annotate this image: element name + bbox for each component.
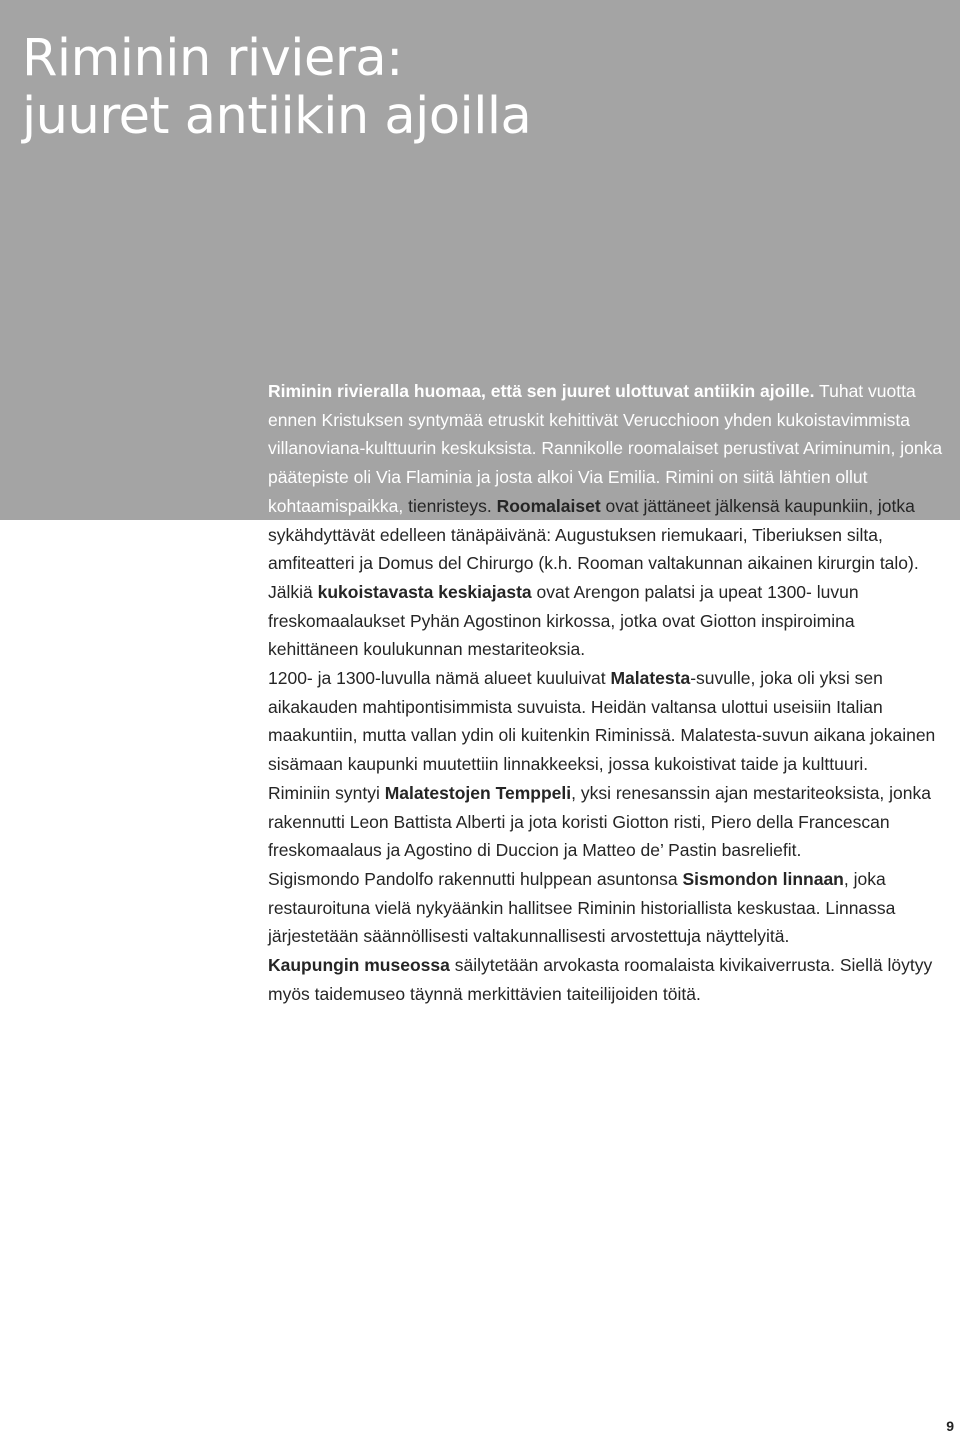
paragraph-museo (268, 951, 948, 1008)
article-body (268, 377, 948, 1008)
paragraph-text: , joka restauroituna vielä nykyäänkin hallitsee Riminin historiallista keskustaa. Linnassa järjestetään säännöllisesti valtakunnallisesti arvostettuja näyttelyitä. (268, 868, 896, 947)
highlight-roomalaiset: Roomalaiset (496, 495, 601, 516)
page-number: 9 (946, 1418, 954, 1434)
paragraph-text: Riminiin syntyi (268, 782, 385, 803)
highlight-temppeli: Malatestojen Temppeli (384, 782, 572, 803)
intro-continuation: tienristeys. (403, 495, 497, 516)
paragraph-text: säilytetään arvokasta roomalaista kivikaiverrusta. Siellä löytyy myös taidemuseo täynnä merkittävien taiteilijoiden töitä. (268, 955, 933, 1004)
highlight-museo: Kaupungin museossa (268, 955, 450, 976)
highlight-keskiaika: kukoistavasta keskiajasta (317, 581, 532, 602)
paragraph-text: -suvulle, joka oli yksi sen aikakauden mahtipontisimmista suvuista. Heidän valtansa ulottui useisiin Italian maakuntiin, mutta vallan ydin oli kuitenkin Riminissä. Malatesta-suvun aikana jokainen sisämaan kaupunki muutettiin linnakkeeksi, jossa kukoistivat taide ja kulttuuri. (268, 668, 936, 775)
page-title-line-1: Riminin riviera: (22, 29, 403, 88)
paragraph-text: 1200- ja 1300-luvulla nämä alueet kuuluivat (268, 668, 611, 689)
paragraph-linna (268, 865, 948, 951)
paragraph-text: , yksi renesanssin ajan mestariteoksista, jonka rakennutti Leon Battista Alberti ja jota koristi Giotton risti, Piero della Francescan freskomaalaus ja Agostino di Duccion ja Matteo de’ Pastin basreliefit. (268, 782, 931, 861)
paragraph-text: Sigismondo Pandolfo rakennutti hulppean asuntonsa (268, 868, 683, 889)
page-title-line-2: juuret antiikin ajoilla (22, 87, 532, 146)
paragraph-text: ovat jättäneet jälkensä kaupunkiin, jotka sykähdyttävät edelleen tänäpäivänä: Augustuksen riemukaari, Tiberiuksen silta, amfiteatteri ja Domus del Chirurgo (k.h. Rooman valtakunnan aikainen kirurgin talo). Jälkiä (268, 495, 919, 602)
highlight-linna: Sismondon linnaan (682, 868, 844, 889)
page-title (22, 30, 531, 146)
highlight-malatesta: Malatesta (610, 668, 691, 689)
intro-text: Tuhat vuotta ennen Kristuksen syntymää etruskit kehittivät Verucchioon yhden kukoistavimmista villanoviana-kulttuurin keskuksista. Rannikolle roomalaiset perustivat Ariminumin, jonka päätepiste oli Via Flaminia ja josta alkoi Via Emilia. Rimini on siitä lähtien ollut kohtaamispaikka, (268, 381, 943, 516)
intro-lead: Riminin rivieralla huomaa, että sen juuret ulottuvat antiikin ajoille. (268, 381, 815, 401)
paragraph-malatesta (268, 664, 948, 779)
paragraph-temppeli (268, 779, 948, 865)
paragraph-text: ovat Arengon palatsi ja upeat 1300- luvun freskomaalaukset Pyhän Agostinon kirkossa, jotka ovat Giotton inspiroimina kehittäneen koulukunnan mestariteoksia. (268, 581, 859, 660)
paragraph-intro (268, 377, 948, 664)
